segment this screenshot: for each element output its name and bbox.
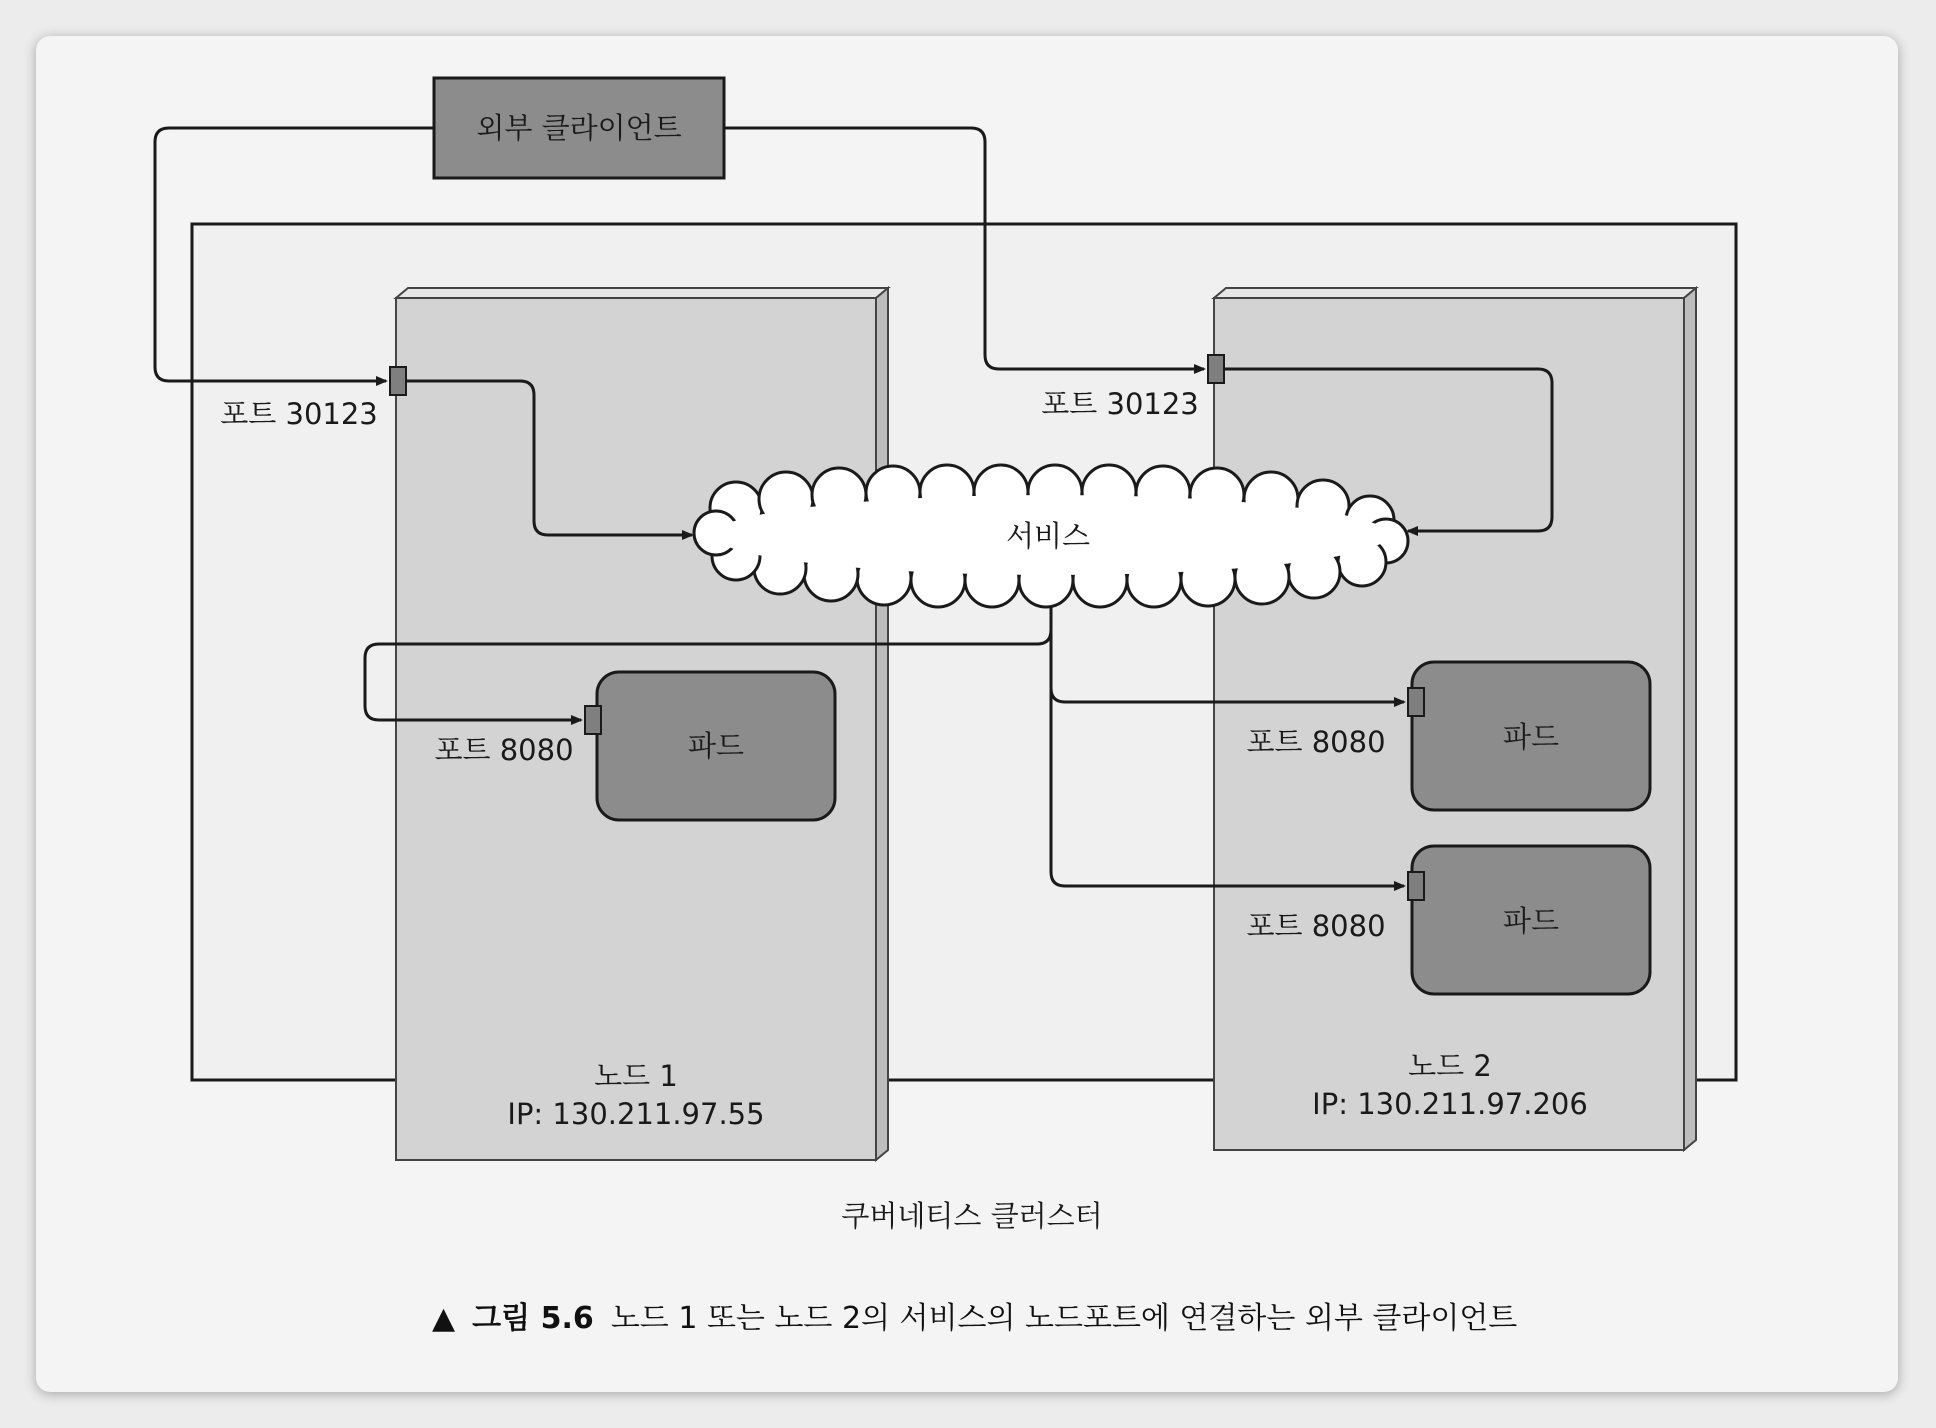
node2-pod2-port-marker	[1408, 872, 1424, 900]
node2-ip: IP: 130.211.97.206	[1312, 1087, 1588, 1121]
node-2-side-face	[1684, 288, 1696, 1150]
figure-caption	[432, 1301, 1517, 1336]
node-1-top-face	[396, 288, 888, 298]
node2-pod1-port-marker	[1408, 688, 1424, 716]
node1-nodeport-marker	[390, 367, 406, 395]
caption-text: 노드 1 또는 노드 2의 서비스의 노드포트에 연결하는 외부 클라이언트	[610, 1301, 1518, 1336]
nodeport-diagram	[36, 36, 1898, 1392]
node2-name: 노드 2	[1408, 1049, 1492, 1083]
figure-page	[36, 36, 1898, 1392]
node2-nodeport-label: 포트 30123	[1041, 387, 1199, 421]
cluster-label: 쿠버네티스 클러스터	[841, 1199, 1103, 1233]
node2-pod1-port-label: 포트 8080	[1246, 725, 1386, 759]
node1-pod-port-marker	[585, 706, 601, 734]
node1-nodeport-label: 포트 30123	[220, 397, 378, 431]
service-label: 서비스	[1005, 519, 1091, 553]
caption-marker: ▲	[432, 1301, 456, 1336]
node-2-top-face	[1214, 288, 1696, 298]
node1-pod-label: 파드	[687, 729, 745, 763]
external-client-label: 외부 클라이언트	[476, 111, 682, 145]
node-1-side-face	[876, 288, 888, 1160]
node2-pod2-label: 파드	[1502, 904, 1560, 938]
caption-figure-number: 그림 5.6	[472, 1301, 594, 1336]
node1-name: 노드 1	[594, 1059, 678, 1093]
node2-pod2-port-label: 포트 8080	[1246, 909, 1386, 943]
node1-ip: IP: 130.211.97.55	[507, 1097, 765, 1131]
node2-nodeport-marker	[1208, 355, 1224, 383]
node1-pod-port-label: 포트 8080	[434, 733, 574, 767]
node2-pod1-label: 파드	[1502, 720, 1560, 754]
